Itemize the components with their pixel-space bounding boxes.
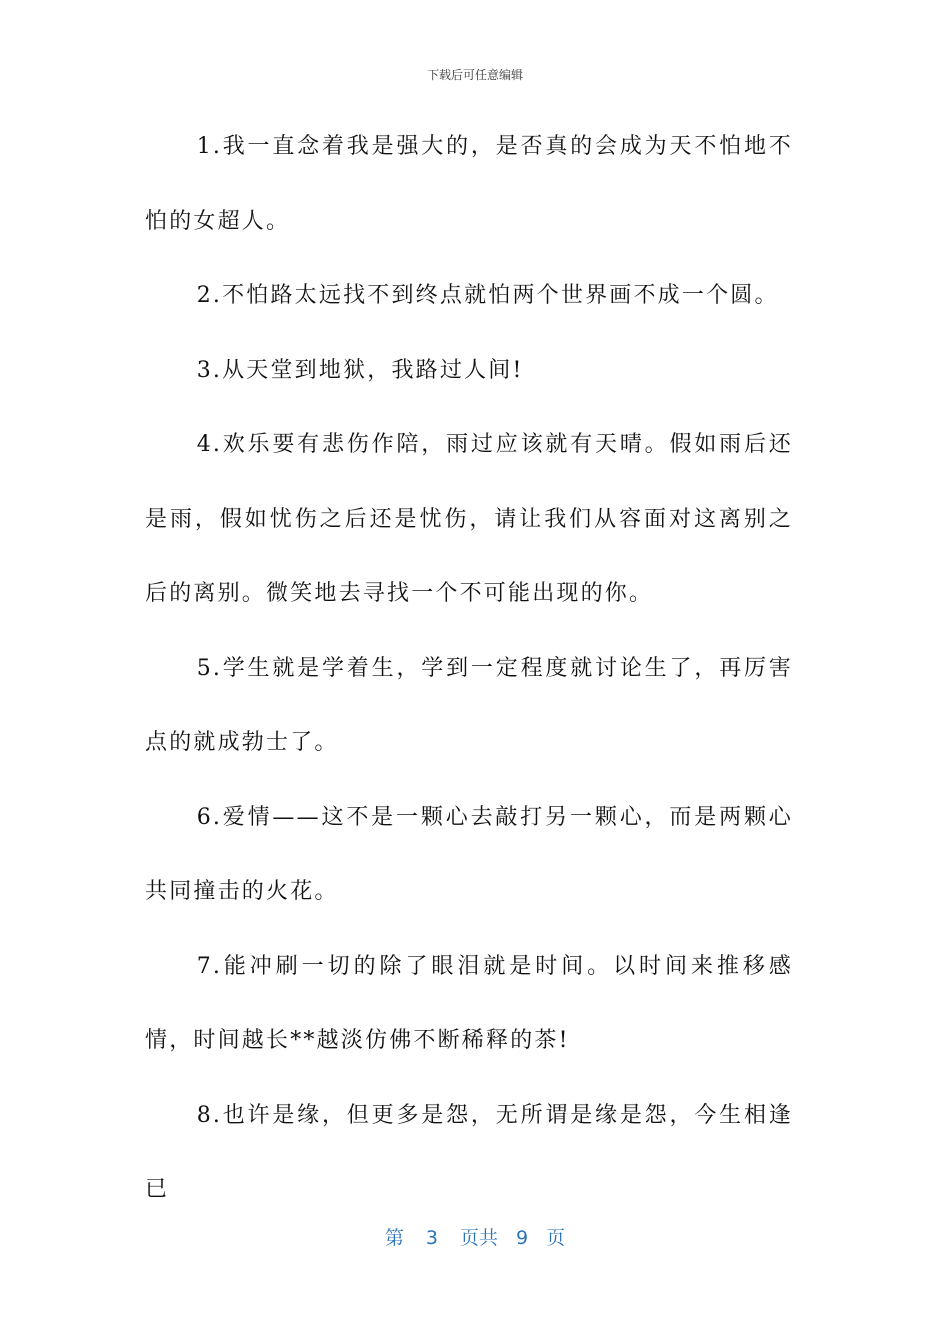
footer-prefix: 第 [384, 1227, 404, 1249]
paragraph-4: 4.欢乐要有悲伤作陪，雨过应该就有天晴。假如雨后还是雨，假如忧伤之后还是忧伤，请让我们从容面对这离别之后的离别。微笑地去寻找一个不可能出现的你。 [145, 432, 793, 606]
footer-middle: 页共 [459, 1227, 498, 1249]
footer-current-page: 3 [425, 1227, 438, 1249]
page-header: 下载后可任意编辑 [426, 68, 523, 82]
footer-total-pages: 9 [516, 1227, 529, 1249]
page-footer [0, 1224, 950, 1252]
footer-suffix: 页 [546, 1227, 566, 1249]
paragraph-7: 7.能冲刷一切的除了眼泪就是时间。以时间来推移感情，时间越长**越淡仿佛不断稀释的茶! [145, 953, 793, 1053]
paragraph-8: 8.也许是缘，但更多是怨，无所谓是缘是怨，今生相逢已 [145, 1102, 793, 1202]
document-body [145, 110, 793, 1228]
paragraph-1: 1.我一直念着我是强大的，是否真的会成为天不怕地不怕的女超人。 [145, 134, 793, 234]
paragraph-2: 2.不怕路太远找不到终点就怕两个世界画不成一个圆。 [196, 283, 779, 308]
paragraph-3: 3.从天堂到地狱，我路过人间! [196, 357, 524, 383]
paragraph-6: 6.爱情——这不是一颗心去敲打另一颗心，而是两颗心共同撞击的火花。 [145, 804, 793, 904]
paragraph-5: 5.学生就是学着生，学到一定程度就讨论生了，再厉害点的就成勃士了。 [145, 655, 793, 755]
